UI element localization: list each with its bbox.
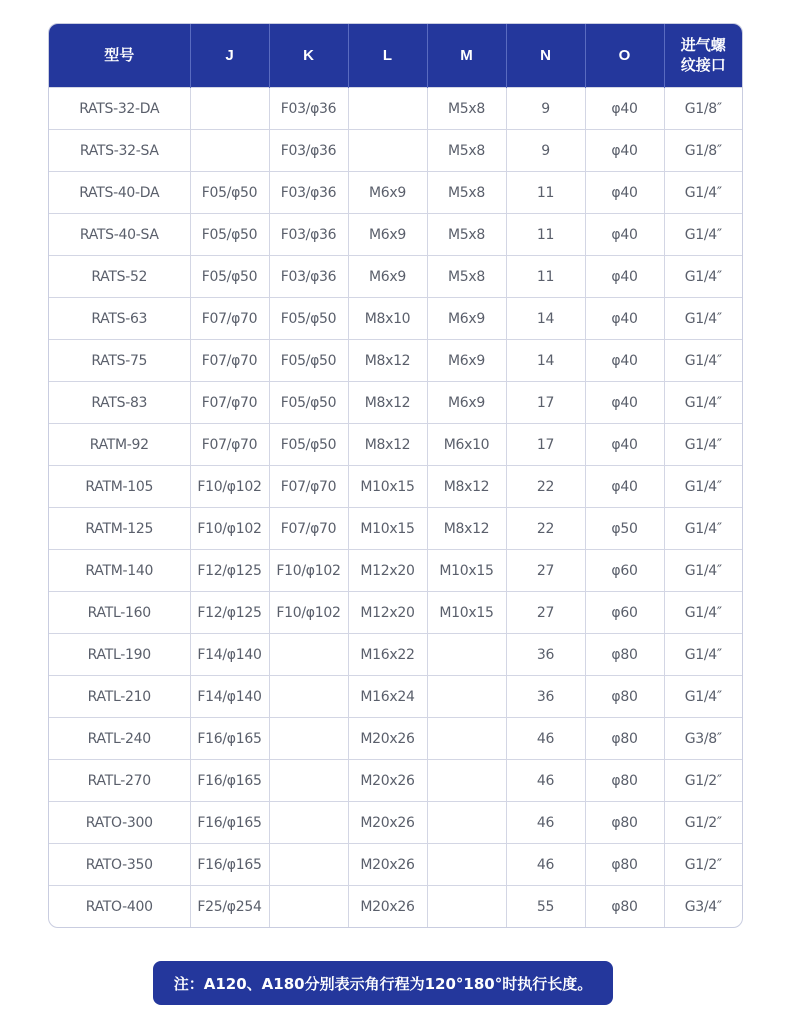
cell-o: φ40: [585, 466, 664, 508]
cell-j: F12/φ125: [190, 592, 269, 634]
cell-l: M6x9: [348, 214, 427, 256]
cell-air-inlet-thread: G1/4″: [664, 676, 742, 718]
cell-o: φ60: [585, 550, 664, 592]
cell-air-inlet-thread: G1/4″: [664, 550, 742, 592]
cell-m: [427, 676, 506, 718]
header-l: L: [348, 24, 427, 88]
cell-m: [427, 844, 506, 886]
cell-model: RATS-32-DA: [49, 88, 190, 130]
cell-k: F07/φ70: [269, 466, 348, 508]
table-row: [49, 844, 742, 886]
table-row: [49, 760, 742, 802]
header-n: N: [506, 24, 585, 88]
cell-l: M6x9: [348, 256, 427, 298]
cell-l: [348, 130, 427, 172]
cell-k: [269, 844, 348, 886]
cell-o: φ40: [585, 88, 664, 130]
cell-o: φ50: [585, 508, 664, 550]
cell-model: RATO-300: [49, 802, 190, 844]
cell-j: F07/φ70: [190, 424, 269, 466]
cell-air-inlet-thread: G1/8″: [664, 130, 742, 172]
cell-n: 14: [506, 340, 585, 382]
cell-l: M12x20: [348, 550, 427, 592]
cell-n: 27: [506, 550, 585, 592]
cell-l: M20x26: [348, 844, 427, 886]
cell-j: F14/φ140: [190, 676, 269, 718]
cell-air-inlet-thread: G1/2″: [664, 802, 742, 844]
table-row: [49, 214, 742, 256]
cell-model: RATL-210: [49, 676, 190, 718]
cell-l: M8x12: [348, 424, 427, 466]
cell-m: M5x8: [427, 88, 506, 130]
table-row: [49, 508, 742, 550]
cell-l: M16x22: [348, 634, 427, 676]
table-row: [49, 550, 742, 592]
cell-k: F10/φ102: [269, 592, 348, 634]
table-header-row: [49, 24, 742, 88]
spec-table-container: [48, 23, 743, 928]
cell-n: 11: [506, 256, 585, 298]
cell-model: RATS-52: [49, 256, 190, 298]
table-row: [49, 172, 742, 214]
table-body: [49, 88, 742, 928]
cell-n: 27: [506, 592, 585, 634]
cell-l: M12x20: [348, 592, 427, 634]
cell-model: RATM-92: [49, 424, 190, 466]
cell-m: M6x10: [427, 424, 506, 466]
cell-air-inlet-thread: G1/4″: [664, 424, 742, 466]
cell-air-inlet-thread: G1/4″: [664, 256, 742, 298]
header-o: O: [585, 24, 664, 88]
cell-air-inlet-thread: G1/4″: [664, 634, 742, 676]
cell-m: [427, 802, 506, 844]
cell-j: F05/φ50: [190, 172, 269, 214]
cell-m: M8x12: [427, 466, 506, 508]
cell-o: φ80: [585, 760, 664, 802]
cell-model: RATS-75: [49, 340, 190, 382]
cell-m: M6x9: [427, 340, 506, 382]
cell-o: φ40: [585, 382, 664, 424]
cell-j: [190, 88, 269, 130]
cell-m: M5x8: [427, 214, 506, 256]
cell-m: M6x9: [427, 382, 506, 424]
cell-j: F16/φ165: [190, 718, 269, 760]
cell-j: F16/φ165: [190, 760, 269, 802]
cell-j: F16/φ165: [190, 802, 269, 844]
cell-k: F05/φ50: [269, 424, 348, 466]
cell-k: F03/φ36: [269, 172, 348, 214]
cell-k: F03/φ36: [269, 256, 348, 298]
cell-j: F16/φ165: [190, 844, 269, 886]
cell-m: M5x8: [427, 130, 506, 172]
cell-model: RATL-190: [49, 634, 190, 676]
cell-air-inlet-thread: G1/4″: [664, 382, 742, 424]
cell-k: [269, 760, 348, 802]
table-row: [49, 676, 742, 718]
cell-j: F07/φ70: [190, 298, 269, 340]
cell-o: φ80: [585, 676, 664, 718]
cell-o: φ40: [585, 256, 664, 298]
table-row: [49, 340, 742, 382]
cell-model: RATO-400: [49, 886, 190, 928]
header-air-inlet-thread: 进气螺 纹接口: [664, 24, 742, 88]
cell-m: M5x8: [427, 172, 506, 214]
cell-air-inlet-thread: G1/4″: [664, 466, 742, 508]
cell-n: 17: [506, 382, 585, 424]
cell-model: RATO-350: [49, 844, 190, 886]
cell-k: F07/φ70: [269, 508, 348, 550]
cell-n: 11: [506, 214, 585, 256]
cell-model: RATS-83: [49, 382, 190, 424]
cell-n: 9: [506, 130, 585, 172]
table-row: [49, 886, 742, 928]
cell-model: RATS-63: [49, 298, 190, 340]
cell-air-inlet-thread: G3/8″: [664, 718, 742, 760]
cell-m: M5x8: [427, 256, 506, 298]
cell-j: F25/φ254: [190, 886, 269, 928]
cell-o: φ80: [585, 886, 664, 928]
cell-air-inlet-thread: G1/4″: [664, 340, 742, 382]
cell-m: M6x9: [427, 298, 506, 340]
cell-m: M10x15: [427, 592, 506, 634]
cell-k: [269, 886, 348, 928]
cell-n: 22: [506, 466, 585, 508]
cell-k: F05/φ50: [269, 298, 348, 340]
cell-n: 36: [506, 676, 585, 718]
cell-l: M10x15: [348, 508, 427, 550]
cell-j: F10/φ102: [190, 508, 269, 550]
cell-air-inlet-thread: G1/8″: [664, 88, 742, 130]
cell-model: RATM-140: [49, 550, 190, 592]
cell-n: 46: [506, 718, 585, 760]
cell-l: M20x26: [348, 802, 427, 844]
cell-j: F07/φ70: [190, 382, 269, 424]
cell-k: F03/φ36: [269, 88, 348, 130]
cell-o: φ80: [585, 802, 664, 844]
cell-o: φ80: [585, 844, 664, 886]
cell-l: M8x10: [348, 298, 427, 340]
cell-l: M16x24: [348, 676, 427, 718]
cell-k: [269, 802, 348, 844]
cell-n: 17: [506, 424, 585, 466]
cell-k: [269, 634, 348, 676]
cell-n: 11: [506, 172, 585, 214]
cell-j: F12/φ125: [190, 550, 269, 592]
cell-j: F14/φ140: [190, 634, 269, 676]
table-row: [49, 592, 742, 634]
table-row: [49, 298, 742, 340]
table-row: [49, 802, 742, 844]
cell-k: F05/φ50: [269, 382, 348, 424]
cell-l: M8x12: [348, 382, 427, 424]
cell-j: F05/φ50: [190, 256, 269, 298]
cell-model: RATM-105: [49, 466, 190, 508]
cell-j: F10/φ102: [190, 466, 269, 508]
cell-n: 46: [506, 802, 585, 844]
table-row: [49, 382, 742, 424]
cell-n: 36: [506, 634, 585, 676]
cell-model: RATS-40-SA: [49, 214, 190, 256]
table-row: [49, 130, 742, 172]
cell-n: 46: [506, 760, 585, 802]
cell-model: RATL-270: [49, 760, 190, 802]
cell-n: 9: [506, 88, 585, 130]
table-row: [49, 634, 742, 676]
cell-m: [427, 634, 506, 676]
cell-o: φ40: [585, 214, 664, 256]
cell-o: φ80: [585, 718, 664, 760]
cell-k: F03/φ36: [269, 130, 348, 172]
footnote: 注：A120、A180分别表示角行程为120°180°时执行长度。: [153, 961, 613, 1005]
cell-o: φ40: [585, 130, 664, 172]
cell-o: φ40: [585, 172, 664, 214]
cell-k: [269, 676, 348, 718]
spec-table: [49, 24, 742, 927]
cell-m: [427, 718, 506, 760]
cell-l: [348, 88, 427, 130]
cell-o: φ40: [585, 424, 664, 466]
cell-model: RATL-240: [49, 718, 190, 760]
table-row: [49, 88, 742, 130]
cell-air-inlet-thread: G1/4″: [664, 592, 742, 634]
cell-o: φ80: [585, 634, 664, 676]
cell-air-inlet-thread: G1/4″: [664, 508, 742, 550]
cell-air-inlet-thread: G3/4″: [664, 886, 742, 928]
cell-model: RATS-40-DA: [49, 172, 190, 214]
cell-m: [427, 886, 506, 928]
header-k: K: [269, 24, 348, 88]
cell-j: F05/φ50: [190, 214, 269, 256]
cell-k: F05/φ50: [269, 340, 348, 382]
table-row: [49, 718, 742, 760]
cell-n: 46: [506, 844, 585, 886]
cell-l: M10x15: [348, 466, 427, 508]
cell-air-inlet-thread: G1/4″: [664, 298, 742, 340]
cell-l: M8x12: [348, 340, 427, 382]
cell-m: M10x15: [427, 550, 506, 592]
cell-j: [190, 130, 269, 172]
cell-m: [427, 760, 506, 802]
cell-k: [269, 718, 348, 760]
cell-air-inlet-thread: G1/2″: [664, 844, 742, 886]
cell-k: F10/φ102: [269, 550, 348, 592]
cell-air-inlet-thread: G1/4″: [664, 214, 742, 256]
cell-l: M20x26: [348, 886, 427, 928]
cell-model: RATS-32-SA: [49, 130, 190, 172]
table-row: [49, 256, 742, 298]
cell-j: F07/φ70: [190, 340, 269, 382]
header-j: J: [190, 24, 269, 88]
cell-l: M20x26: [348, 718, 427, 760]
cell-model: RATM-125: [49, 508, 190, 550]
cell-model: RATL-160: [49, 592, 190, 634]
cell-o: φ40: [585, 340, 664, 382]
cell-n: 14: [506, 298, 585, 340]
cell-n: 55: [506, 886, 585, 928]
cell-m: M8x12: [427, 508, 506, 550]
cell-k: F03/φ36: [269, 214, 348, 256]
cell-n: 22: [506, 508, 585, 550]
cell-air-inlet-thread: G1/2″: [664, 760, 742, 802]
cell-o: φ60: [585, 592, 664, 634]
cell-air-inlet-thread: G1/4″: [664, 172, 742, 214]
cell-l: M20x26: [348, 760, 427, 802]
table-row: [49, 424, 742, 466]
header-model: 型号: [49, 24, 190, 88]
header-m: M: [427, 24, 506, 88]
cell-l: M6x9: [348, 172, 427, 214]
cell-o: φ40: [585, 298, 664, 340]
table-row: [49, 466, 742, 508]
